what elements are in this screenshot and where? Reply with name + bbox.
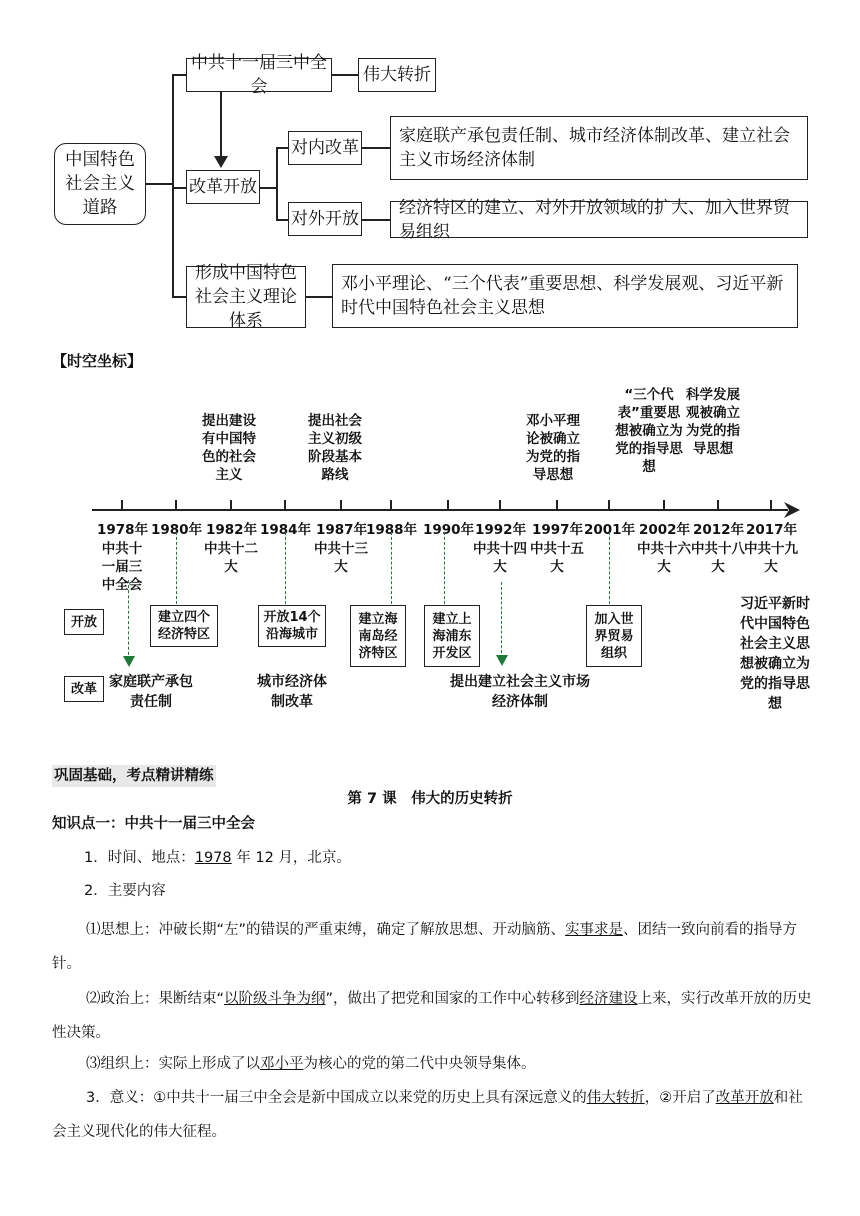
arrow-down-icon [123,656,135,668]
year-event: 中共十二大 [204,541,258,575]
answer-year: 1978 [194,850,232,866]
year-label: 1987年 [316,522,368,538]
year-label: 1992年 [475,522,527,538]
year-label: 2001年 [584,522,636,538]
mindmap-foreign-detail: 经济特区的建立、对外开放领域的扩大、加入世界贸易组织 [390,201,808,238]
mindmap-plenum: 中共十一届三中全会 [186,58,332,92]
year-label: 1982年 [206,522,258,538]
year-label: 1988年 [366,522,418,538]
mindmap-theory-detail: 邓小平理论、“三个代表”重要思想、科学发展观、习近平新时代中国特色社会主义思想 [332,264,798,328]
mindmap-domestic-detail: 家庭联产承包责任制、城市经济体制改革、建立社会主义市场经济体制 [390,116,808,180]
top-event-2002: “三个代表”重要思想被确立为党的指导思想 [615,387,683,475]
year-event: 中共十六大 [637,541,691,575]
arrow-down-icon [214,156,228,170]
mindmap-turning: 伟大转折 [358,58,436,92]
reform-event-1992: 提出建立社会主义市场经济体制 [450,674,590,710]
paragraph-organization: ⑶组织上：实际上形成了以邓小平为核心的党的第二代中央领导集体。 [86,1056,536,1072]
year-event: 中共十九大 [744,541,798,575]
paragraph-time-place: 1．时间、地点：1978 年 12 月，北京。 [84,850,351,866]
open-event-2001: 加入世界贸易组织 [586,605,642,667]
arrow-right-icon [784,502,800,518]
open-event-1984: 开放14个沿海城市 [258,605,326,647]
year-label: 2012年 [693,522,745,538]
year-event: 中共十三大 [314,541,368,575]
top-event-1987: 提出社会主义初级阶段基本路线 [308,413,362,483]
xi-event: 习近平新时代中国特色社会主义思想被确立为党的指导思想 [740,596,810,712]
year-event: 中共十四大 [473,541,527,575]
lesson-title: 第 7 课 伟大的历史转折 [347,791,513,807]
top-event-2012: 科学发展观被确立为党的指导思想 [686,387,740,457]
arrow-down-icon [496,655,508,667]
open-event-1988: 建立海南岛经济特区 [350,605,406,667]
paragraph-main-content: 2．主要内容 [84,883,166,899]
year-event: 中共十八大 [691,541,745,575]
timeline-axis [92,509,788,511]
mindmap-root: 中国特色社会主义道路 [54,143,146,225]
mindmap-theory: 形成中国特色社会主义理论体系 [186,266,306,328]
year-label: 1978年 [97,522,149,538]
reform-event-1984: 城市经济体制改革 [257,674,327,710]
label-reform: 改革 [64,676,104,702]
mindmap-domestic: 对内改革 [288,131,362,165]
open-event-1980: 建立四个经济特区 [150,605,218,647]
year-label: 2002年 [639,522,691,538]
top-event-1997: 邓小平理论被确立为党的指导思想 [526,413,580,483]
knowledge-point-title: 知识点一：中共十一届三中全会 [52,816,255,832]
reform-event-1978: 家庭联产承包责任制 [109,674,193,710]
paragraph-politics: ⑵政治上：果断结束“以阶级斗争为纲”，做出了把党和国家的工作中心转移到经济建设上来，实行改革开放的历史性决策。 [52,991,812,1041]
year-label: 1997年 [532,522,584,538]
mindmap-reform-open: 改革开放 [186,170,260,204]
year-label: 1980年 [151,522,203,538]
year-label: 1990年 [423,522,475,538]
year-event: 中共十五大 [530,541,584,575]
timeline-heading: 【时空坐标】 [52,352,143,370]
section-banner: 巩固基础，考点精讲精练 [52,765,216,787]
top-event-1982: 提出建设有中国特色的社会主义 [202,413,256,483]
year-label: 1984年 [260,522,312,538]
year-event: 中共十一届三中全会 [101,541,143,593]
paragraph-ideology: ⑴思想上：冲破长期“左”的错误的严重束缚，确定了解放思想、开动脑筋、实事求是、团结一致向前看的指导方针。 [52,922,798,972]
paragraph-significance: 3．意义：①中共十一届三中全会是新中国成立以来党的历史上具有深远意义的伟大转折，②开启了改革开放和社会主义现代化的伟大征程。 [52,1090,803,1140]
year-label: 2017年 [746,522,798,538]
open-event-1990: 建立上海浦东开发区 [424,605,480,667]
label-open: 开放 [64,609,104,635]
mindmap-foreign: 对外开放 [288,202,362,236]
